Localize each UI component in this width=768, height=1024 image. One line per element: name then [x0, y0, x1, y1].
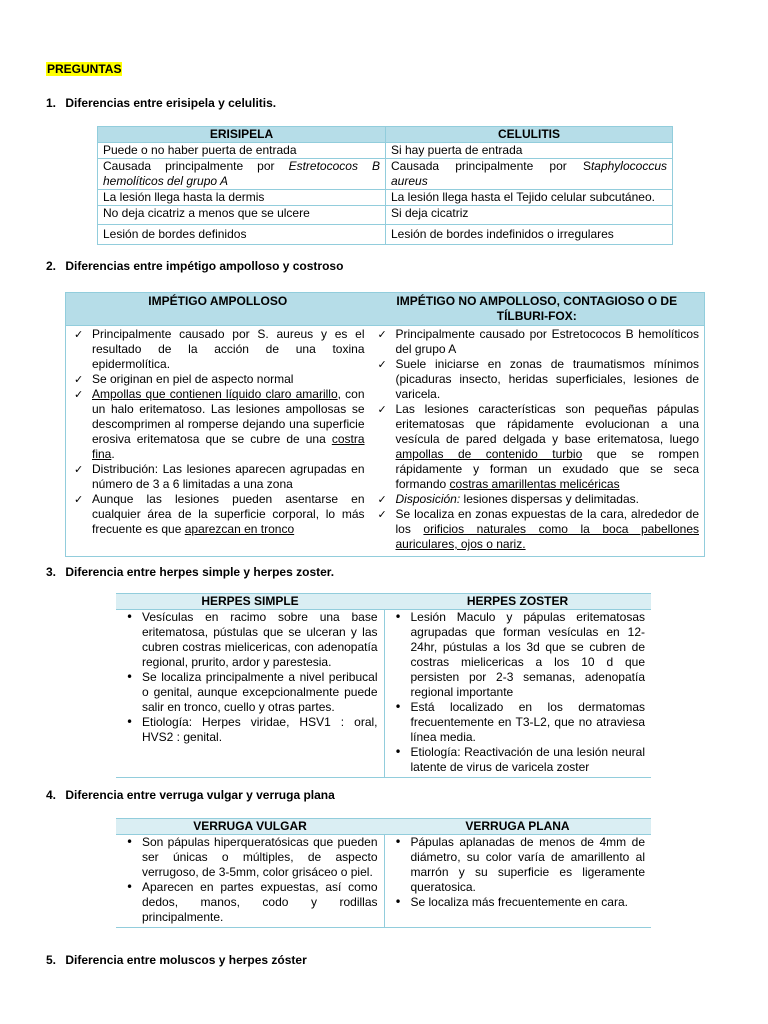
- table-cell: [116, 610, 384, 778]
- list-item: [70, 387, 365, 462]
- column-header: VERRUGA PLANA: [384, 819, 651, 835]
- table-cell: Si deja cicatriz: [386, 206, 673, 225]
- table-row: [66, 326, 705, 557]
- list-item-text: , con un halo eritematoso. Las lesiones ampollosas se descomprimen al romperse dejando una superficie erosiva eritematosa que se cubre de una: [92, 387, 365, 446]
- table-header-row: [98, 127, 673, 143]
- table-cell: [384, 610, 651, 778]
- list-item-text: que se rompen rápidamente y forman un exudado que se seca formando: [395, 447, 700, 491]
- table-cell: [66, 326, 370, 557]
- question-5: [46, 953, 307, 968]
- list-item: • Etiología: Herpes viridae, HSV1 : oral, HVS2 : genital.: [120, 715, 378, 745]
- question-text: Diferencias entre impétigo ampolloso y costroso: [65, 259, 344, 273]
- cell-text: Causada principalmente por S: [391, 159, 591, 173]
- list-item: • Pápulas aplanadas de menos de 4mm de diámetro, su color varía de amarillento al marrón y su superficie es ligeramente queratosica.: [389, 835, 646, 895]
- list-item: • Se localiza principalmente a nivel peribucal o genital, aunque excepcionalmente puede salir en tronco, cuello y otras partes.: [120, 670, 378, 715]
- list-item-text: Se localiza en zonas expuestas de la cara, alrededor de los: [395, 507, 699, 536]
- list-item-text: Las lesiones características son pequeñas pápulas eritematosas que rápidamente evolucionan a una vesícula de pared delgada y base eritematosa, luego: [395, 402, 699, 446]
- list-item: • Aparecen en partes expuestas, así como dedos, manos, codo y rodillas principalmente.: [120, 880, 378, 925]
- list-item: • Etiología: Reactivación de una lesión neural latente de virus de varicela zoster: [389, 745, 646, 775]
- table-row: [98, 159, 673, 190]
- erisipela-celulitis-table: [97, 126, 673, 245]
- question-1: [46, 96, 276, 111]
- list-item: ✓ Se originan en piel de aspecto normal: [70, 372, 365, 387]
- impetigo-table: [65, 292, 705, 557]
- table-cell: Puede o no haber puerta de entrada: [98, 143, 386, 159]
- list-item: • Vesículas en racimo sobre una base eritematosa, pústulas que se ulceran y las cubren costras mielicericas, con adenopatía regional, prurito, ardor y parestesia.: [120, 610, 378, 670]
- table-row: [98, 143, 673, 159]
- column-header: HERPES SIMPLE: [116, 594, 384, 610]
- list-item: [374, 507, 700, 552]
- question-number: 5.: [46, 953, 57, 967]
- cell-text-italic: taphylococcus aureus: [391, 159, 667, 188]
- underlined-text: ampollas de contenido turbio: [395, 447, 583, 461]
- column-header: IMPÉTIGO AMPOLLOSO: [66, 293, 370, 326]
- column-header: CELULITIS: [386, 127, 673, 143]
- table-cell: [386, 159, 673, 190]
- question-text: Diferencia entre verruga vulgar y verruga plana: [65, 788, 335, 802]
- question-number: 4.: [46, 788, 57, 802]
- table-cell: La lesión llega hasta el Tejido celular subcutáneo.: [386, 190, 673, 206]
- underlined-text: Ampollas que contienen líquido claro amarillo: [92, 387, 338, 401]
- list-item: ✓ Principalmente causado por Estretococos B hemolíticos del grupo A: [374, 327, 700, 357]
- table-cell: La lesión llega hasta la dermis: [98, 190, 386, 206]
- question-4: [46, 788, 335, 803]
- table-row: [98, 225, 673, 245]
- column-header: HERPES ZOSTER: [384, 594, 651, 610]
- question-text: Diferencia entre moluscos y herpes zóster: [65, 953, 307, 967]
- list-item-text: Aunque las lesiones pueden asentarse en cualquier área de la superficie corporal, lo más frecuente es que: [92, 492, 365, 536]
- table-cell: No deja cicatriz a menos que se ulcere: [98, 206, 386, 225]
- table-header-row: [116, 819, 651, 835]
- question-text: Diferencias entre erisipela y celulitis.: [65, 96, 277, 110]
- table-header-row: [66, 293, 705, 326]
- table-cell: Lesión de bordes indefinidos o irregulares: [386, 225, 673, 245]
- underlined-text: costras amarillentas melicéricas: [449, 477, 620, 491]
- table-cell: Si hay puerta de entrada: [386, 143, 673, 159]
- bullet-list: [120, 835, 378, 925]
- column-header: ERISIPELA: [98, 127, 386, 143]
- column-header: IMPÉTIGO NO AMPOLLOSO, CONTAGIOSO O DE TÍLBURI-FOX:: [370, 293, 705, 326]
- underlined-text: orificios naturales como la boca pabellones auriculares, ojos o nariz.: [395, 522, 699, 551]
- check-list: [374, 327, 700, 552]
- list-item: [70, 492, 365, 537]
- list-item: [374, 402, 700, 492]
- list-item: • Son pápulas hiperqueratósicas que pueden ser únicas o múltiples, de aspecto verrugoso, de 3-5mm, color grisáceo o piel.: [120, 835, 378, 880]
- table-row: [116, 610, 651, 778]
- cell-text: Causada principalmente por: [103, 159, 289, 173]
- italic-text: Disposición:: [395, 492, 461, 506]
- question-number: 1.: [46, 96, 57, 110]
- list-item-text: lesiones dispersas y delimitadas.: [460, 492, 639, 506]
- cell-text-italic: Estretococos B hemolíticos del grupo A: [103, 159, 380, 188]
- table-cell: [116, 835, 384, 928]
- question-2: [46, 259, 343, 274]
- question-3: [46, 565, 334, 580]
- bullet-list: [120, 610, 378, 745]
- table-cell: [370, 326, 705, 557]
- list-item: ✓ Principalmente causado por S. aureus y es el resultado de la acción de una toxina epidermolítica.: [70, 327, 365, 372]
- table-row: [98, 190, 673, 206]
- list-item: ✓ Suele iniciarse en zonas de traumatismos mínimos (picaduras insecto, heridas superficiales, lesiones de varicela.: [374, 357, 700, 402]
- underlined-text: aparezcan en tronco: [184, 522, 295, 536]
- table-cell: [98, 159, 386, 190]
- check-list: [70, 327, 365, 537]
- list-item: • Está localizado en los dermatomas frecuentemente en T3-L2, que no atraviesa línea media.: [389, 700, 646, 745]
- verruga-table: [116, 818, 651, 928]
- table-cell: [384, 835, 651, 928]
- column-header: VERRUGA VULGAR: [116, 819, 384, 835]
- list-item: • Lesión Maculo y pápulas eritematosas agrupadas que forman vesículas en 12-24hr, pústulas a los 3d que se cubren de costras mielicericas a los 10 d que persisten por 2-3 semanas, adenopatía regional importante: [389, 610, 646, 700]
- page-title: PREGUNTAS: [47, 62, 122, 76]
- question-number: 3.: [46, 565, 57, 579]
- list-item-text: .: [111, 447, 115, 461]
- list-item: [374, 492, 700, 507]
- table-cell: Lesión de bordes definidos: [98, 225, 386, 245]
- table-header-row: [116, 594, 651, 610]
- question-number: 2.: [46, 259, 57, 273]
- question-text: Diferencia entre herpes simple y herpes zoster.: [65, 565, 335, 579]
- underlined-text: costra fina: [92, 432, 365, 461]
- table-row: [116, 835, 651, 928]
- bullet-list: [389, 610, 646, 775]
- bullet-list: [389, 835, 646, 910]
- list-item: • Se localiza más frecuentemente en cara.: [389, 895, 646, 910]
- herpes-table: [116, 593, 651, 778]
- table-row: [98, 206, 673, 225]
- list-item: ✓ Distribución: Las lesiones aparecen agrupadas en número de 3 a 6 limitadas a una zona: [70, 462, 365, 492]
